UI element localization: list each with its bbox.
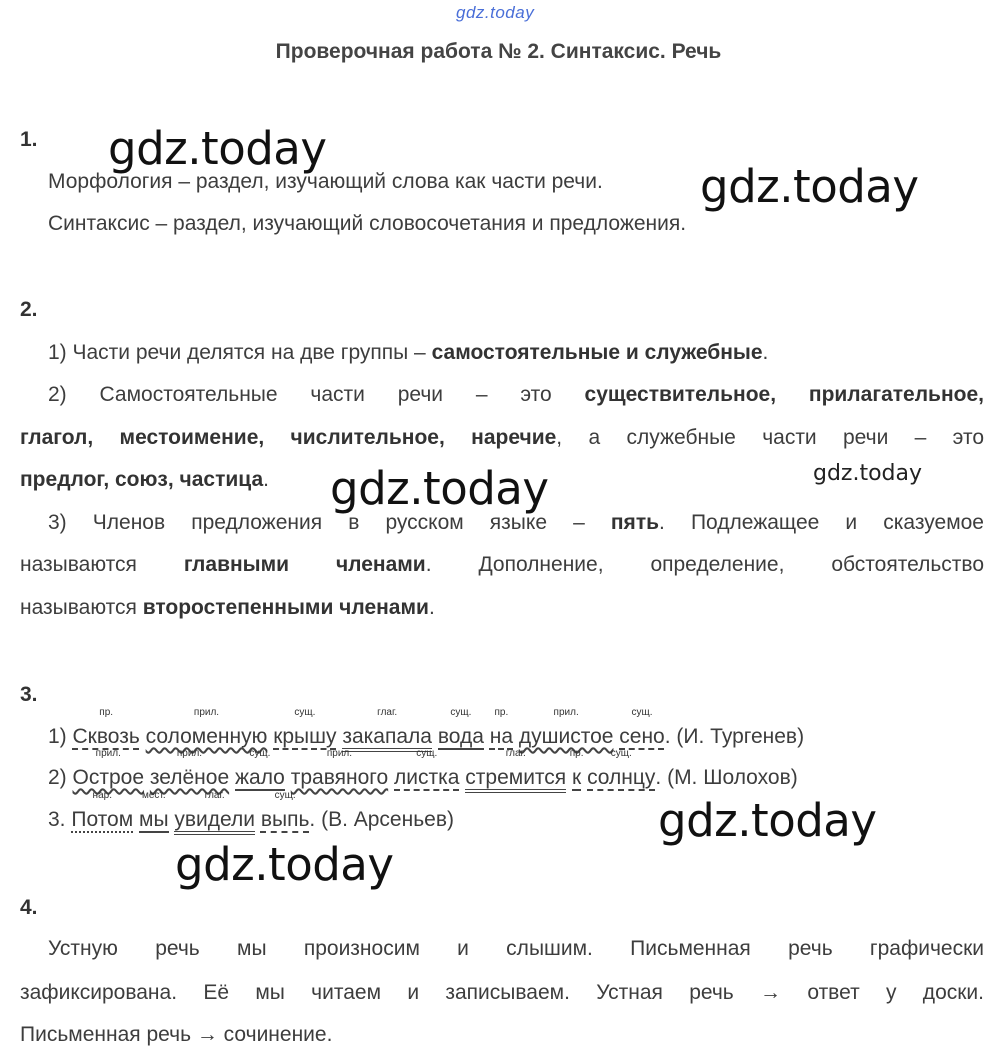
word-text: травяного [290, 766, 389, 789]
s2-p3-l1-rest: . Подлежащее и сказуемое [659, 511, 984, 534]
part-of-speech-label: сущ. [274, 790, 296, 801]
parsed-word [587, 748, 656, 790]
s2-p2-line-1 [20, 383, 984, 407]
sentence-source: . (М. Шолохов) [655, 766, 798, 789]
part-of-speech-label: пр. [569, 748, 584, 759]
sentence-prefix: 2) [48, 766, 73, 789]
part-of-speech-label: прил. [553, 707, 579, 718]
word-text: душистое [518, 725, 614, 748]
s2-p3-l1-bold: пять [610, 511, 660, 534]
s2-p3-l3-text: называются [20, 596, 143, 619]
parsed-word [149, 748, 230, 790]
s2-p3-l3-end: . [428, 596, 435, 619]
parsed-word [437, 707, 484, 749]
s2-p3-line-3 [20, 596, 435, 620]
part-of-speech-label: прил. [193, 707, 220, 718]
parsed-word [342, 707, 432, 749]
word-text: соломенную [145, 725, 268, 748]
word-text: жало [234, 766, 285, 789]
part-of-speech-label: прил. [95, 748, 121, 759]
word-text: крышу [273, 725, 337, 748]
word-text: сено [619, 725, 665, 748]
part-of-speech-label: нар. [92, 790, 112, 801]
s2-p3-l1-text: 3) Членов предложения в русском языке – [48, 511, 611, 534]
s2-p3-l3-bold: второстепенными членами [142, 596, 429, 619]
word-text: на [489, 725, 514, 748]
s4-line-1: Устную речь мы произносим и слышим. Письменная речь графически [48, 937, 984, 960]
s3-sentence-3 [48, 790, 454, 832]
sentence-source: . (И. Тургенев) [664, 725, 805, 748]
s4-line-2: зафиксирована. Её мы читаем и записываем. Устная речь → ответ у доски. [20, 981, 984, 1004]
word-text: стремится [465, 766, 566, 793]
parsed-word [290, 748, 389, 790]
watermark: gdz.today [175, 838, 394, 891]
word-text: Сквозь [72, 725, 140, 748]
s2-p2-line-3 [20, 468, 269, 492]
part-of-speech-label: пр. [494, 707, 509, 718]
word-text: закапала [342, 725, 432, 752]
s2-p2-l3-end: . [263, 468, 269, 491]
part-of-speech-label: мест. [141, 790, 166, 801]
parsed-word [619, 707, 665, 749]
sentence-source: . (В. Арсеньев) [309, 808, 454, 831]
word-text: вода [437, 725, 484, 748]
s2-p2-l2-bold: глагол, местоимение, числительное, наречие [20, 426, 557, 449]
word-text: к [572, 766, 582, 789]
part-of-speech-label: глаг. [377, 707, 398, 718]
header-watermark: gdz.today [456, 3, 535, 22]
word-text: мы [139, 808, 169, 831]
parsed-word [234, 748, 285, 790]
s2-p3-l2-bold: главными членами [183, 553, 426, 576]
parsed-word [174, 790, 255, 832]
parsed-word [260, 790, 310, 832]
parsed-word [139, 790, 169, 832]
parsed-word [71, 790, 134, 832]
part-of-speech-label: сущ. [416, 748, 438, 759]
parsed-word [72, 707, 140, 749]
part-of-speech-label: сущ. [450, 707, 472, 718]
parsed-word [569, 748, 584, 790]
part-of-speech-label: сущ. [631, 707, 653, 718]
section-1-number: 1. [20, 128, 38, 151]
watermark: gdz.today [108, 122, 327, 175]
s3-sentence-1 [48, 707, 805, 749]
watermark: gdz.today [658, 794, 877, 847]
s2-p2-l2-text: , а служебные части речи – это [556, 426, 985, 449]
part-of-speech-label: прил. [326, 748, 353, 759]
s1-line-1: Морфология – раздел, изучающий слова как части речи. [48, 170, 603, 193]
s2-p2-line-2 [20, 426, 984, 450]
s2-p2-l1-text: 2) Самостоятельные части речи – это [48, 383, 585, 406]
s2-p2-l3-bold: предлог, союз, частица [20, 468, 264, 491]
s3-sentence-2 [48, 748, 798, 790]
word-text: листка [394, 766, 460, 789]
part-of-speech-label: глаг. [204, 790, 225, 801]
parsed-word [72, 748, 145, 790]
s1-line-2: Синтаксис – раздел, изучающий словосочетания и предложения. [48, 212, 687, 235]
word-text: увидели [174, 808, 255, 835]
s2-p2-l1-bold: существительное, прилагательное, [584, 383, 984, 406]
word-text: солнцу [587, 766, 656, 789]
sentence-prefix: 3. [48, 808, 72, 831]
s2-p1-end: . [762, 341, 769, 364]
s2-p3-l2-text: называются [20, 553, 184, 576]
parsed-word [465, 748, 567, 790]
word-text: Острое [72, 766, 145, 789]
word-text: выпь [260, 808, 310, 831]
watermark: gdz.today [330, 462, 549, 515]
word-text: зелёное [149, 766, 230, 789]
part-of-speech-label: глаг. [505, 748, 526, 759]
sentence-prefix: 1) [48, 725, 73, 748]
s2-p1 [48, 341, 768, 365]
s2-p1-bold: самостоятельные и служебные [431, 341, 763, 364]
watermark: gdz.today [813, 461, 923, 486]
parsed-word [394, 748, 460, 790]
parsed-word [145, 707, 268, 749]
part-of-speech-label: прил. [176, 748, 203, 759]
section-3-number: 3. [20, 683, 38, 706]
word-text: Потом [71, 808, 134, 831]
parsed-word [273, 707, 337, 749]
watermark: gdz.today [700, 160, 919, 213]
part-of-speech-label: пр. [99, 707, 114, 718]
parsed-word [489, 707, 514, 749]
part-of-speech-label: сущ. [610, 748, 632, 759]
section-4-number: 4. [20, 896, 38, 919]
s2-p3-l2-rest: . Дополнение, определение, обстоятельство [425, 553, 985, 576]
part-of-speech-label: сущ. [294, 707, 316, 718]
s2-p1-text: 1) Части речи делятся на две группы – [48, 341, 432, 364]
s4-line-3: Письменная речь → сочинение. [20, 1023, 333, 1046]
page-title: Проверочная работа № 2. Синтаксис. Речь [275, 40, 722, 63]
s2-p3-line-2 [20, 553, 984, 577]
section-2-number: 2. [20, 298, 38, 321]
parsed-word [518, 707, 614, 749]
part-of-speech-label: сущ. [249, 748, 271, 759]
